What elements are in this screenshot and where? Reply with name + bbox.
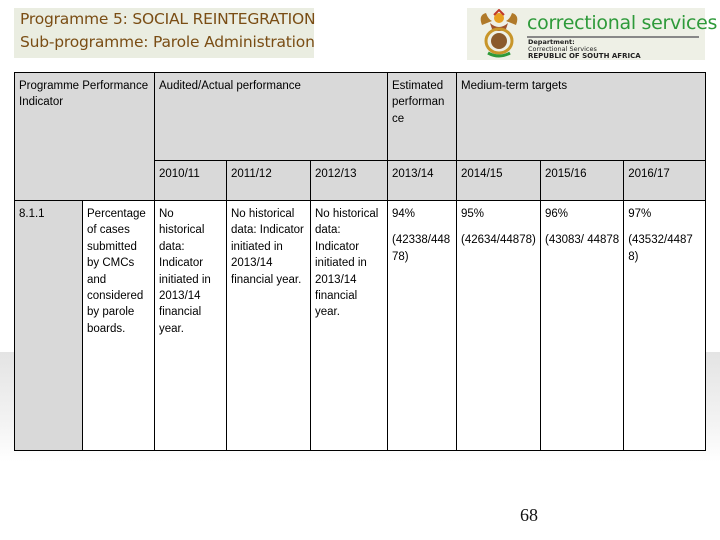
target-percent: 97%	[628, 208, 652, 220]
header-year: 2010/11	[155, 161, 227, 201]
header-targets: Medium-term targets	[457, 73, 706, 161]
value-2014-15	[457, 201, 541, 451]
indicator-description: Percentage of cases submitted by CMCs and considered by parole boards.	[83, 201, 155, 451]
header-year: 2011/12	[227, 161, 311, 201]
target-percent: 96%	[545, 208, 569, 220]
header-estimated: Estimated performan ce	[388, 73, 457, 161]
value-2016-17	[624, 201, 706, 451]
target-percent: 94%	[392, 208, 416, 220]
logo-country: REPUBLIC OF SOUTH AFRICA	[528, 52, 641, 60]
value-2015-16	[541, 201, 624, 451]
coat-of-arms-icon	[476, 9, 522, 59]
target-percent: 95%	[461, 208, 485, 220]
header-audited: Audited/Actual performance	[155, 73, 388, 161]
target-detail: (42338/44878)	[392, 234, 451, 263]
logo-department-name: Correctional Services	[528, 45, 597, 53]
header-year: 2013/14	[388, 161, 457, 201]
performance-table	[14, 72, 706, 451]
value-2010-11: No historical data: Indicator initiated in 2013/14 financial year.	[155, 201, 227, 451]
header-year: 2016/17	[624, 161, 706, 201]
subprogramme-title: Sub-programme: Parole Administration	[20, 33, 315, 51]
table-row	[15, 201, 706, 451]
target-detail: (42634/44878)	[461, 234, 536, 247]
logo-department-label: Department:	[528, 38, 575, 46]
header-year: 2014/15	[457, 161, 541, 201]
page-number: 68	[520, 505, 538, 525]
indicator-number: 8.1.1	[15, 201, 83, 451]
header-year: 2012/13	[311, 161, 388, 201]
programme-title: Programme 5: SOCIAL REINTEGRATION	[20, 10, 316, 28]
value-2011-12: No historical data: Indicator initiated in 2013/14 financial year.	[227, 201, 311, 451]
value-2012-13: No historical data: Indicator initiated in 2013/14 financial year.	[311, 201, 388, 451]
header-indicator: Programme Performance Indicator	[15, 73, 155, 201]
value-2013-14	[388, 201, 457, 451]
target-detail: (43532/44878)	[628, 234, 693, 263]
header-year: 2015/16	[541, 161, 624, 201]
brand-name: correctional services	[527, 12, 718, 34]
target-detail: (43083/ 44878	[545, 234, 620, 247]
